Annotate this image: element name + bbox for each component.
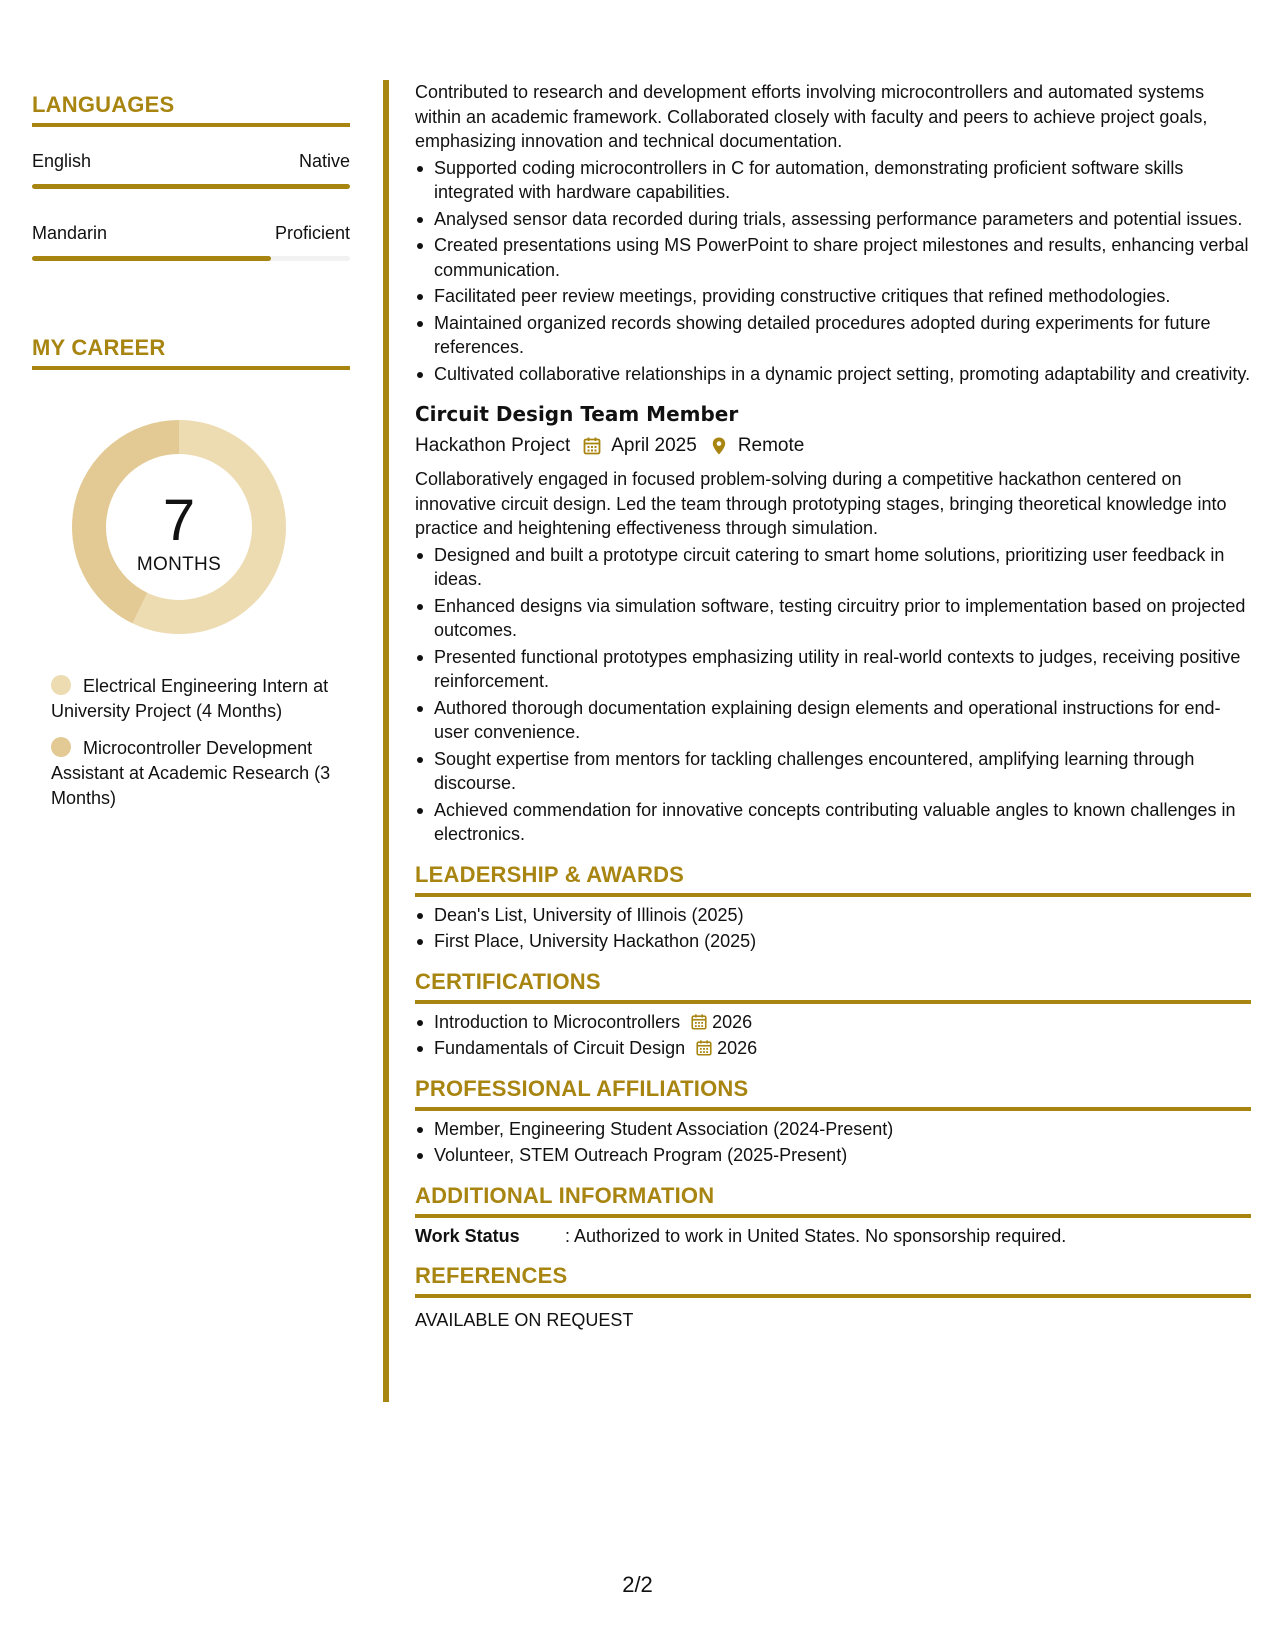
career-total-unit: MONTHS [136,554,222,575]
certification-name: Introduction to Microcontrollers [434,1011,681,1032]
bullet-item: Facilitated peer review meetings, providing constructive critiques that refined methodologies. [415,284,1251,309]
bullet-item: Enhanced designs via simulation software, testing circuitry prior to implementation based on projected outcomes. [415,594,1251,643]
references-heading: REFERENCES [415,1262,568,1288]
language-proficiency-fill [32,256,271,261]
bullet-item: Cultivated collaborative relationships in a dynamic project setting, promoting adaptability and creativity. [415,362,1251,387]
job-date: April 2025 [611,435,697,456]
language-proficiency-bar [32,184,350,189]
language-proficiency-fill [32,184,350,189]
references-text: AVAILABLE ON REQUEST [415,1309,634,1330]
column-divider [383,80,389,1402]
career-legend [51,674,341,811]
award-item: Dean's List, University of Illinois (2025) [415,903,1251,928]
career-donut-chart [66,414,292,640]
calendar-icon [582,436,602,456]
section-rule [415,893,1251,897]
career-legend-label: Microcontroller Development Assistant at Academic Research (3 Months) [51,738,331,808]
language-level: Proficient [274,223,350,243]
section-rule [415,1294,1251,1298]
bullet-item: Achieved commendation for innovative concepts contributing valuable angles to known challenges in electronics. [415,798,1251,847]
affiliation-item: Member, Engineering Student Association (2024-Present) [415,1117,1251,1142]
job-organization: Hackathon Project [415,435,571,456]
location-pin-icon [709,436,729,456]
certification-year: 2026 [712,1011,753,1032]
work-status-row [415,1224,1251,1248]
additional-info-heading: ADDITIONAL INFORMATION [415,1182,715,1208]
sidebar [32,92,350,823]
career-legend-item [51,674,341,724]
job-meta [415,433,1251,459]
calendar-icon [690,1013,708,1031]
section-rule [415,1000,1251,1004]
leadership-list [415,903,1251,954]
language-item-mandarin [32,223,350,261]
certifications-list [415,1010,1251,1061]
bullet-item: Designed and built a prototype circuit catering to smart home solutions, prioritizing user feedback in ideas. [415,543,1251,592]
affiliations-list [415,1117,1251,1168]
languages-heading-rule [32,123,350,127]
bullet-item: Presented functional prototypes emphasizing utility in real-world contexts to judges, receiving positive reinforcement. [415,645,1251,694]
calendar-icon [695,1039,713,1057]
career-heading: MY CAREER [32,335,166,360]
bullet-item: Maintained organized records showing detailed procedures adopted during experiments for future references. [415,311,1251,360]
page-number: 2/2 [622,1572,653,1597]
language-name: Mandarin [32,223,108,243]
job-description: Collaboratively engaged in focused problem-solving during a competitive hackathon centered on innovative circuit design. Led the team through prototyping stages, bringing theoretical knowledge into practice and heightening effectiveness through simulation. [415,469,1227,538]
job-location: Remote [737,435,805,456]
section-rule [415,1107,1251,1111]
career-total-number: 7 [162,488,196,553]
certification-item [415,1010,1251,1035]
bullet-item: Sought expertise from mentors for tackling challenges encountered, amplifying learning through discourse. [415,747,1251,796]
award-item: First Place, University Hackathon (2025) [415,929,1251,954]
language-proficiency-bar [32,256,350,261]
certification-year: 2026 [717,1038,758,1058]
career-legend-label: Electrical Engineering Intern at University Project (4 Months) [51,676,329,721]
bullet-item: Analysed sensor data recorded during trials, assessing performance parameters and potential issues. [415,207,1251,232]
job-bullets [415,156,1251,387]
job-bullets [415,543,1251,847]
career-heading-rule [32,366,350,370]
bullet-item: Authored thorough documentation explaining design elements and operational instructions for end-user convenience. [415,696,1251,745]
bullet-item: Supported coding microcontrollers in C for automation, demonstrating proficient software skills integrated with hardware capabilities. [415,156,1251,205]
language-name: English [32,151,92,171]
section-rule [415,1214,1251,1218]
affiliation-item: Volunteer, STEM Outreach Program (2025-Present) [415,1143,1251,1168]
job-description: Contributed to research and development efforts involving microcontrollers and automated systems within an academic framework. Collaborated closely with faculty and peers to achieve project goals, emphasizing innovation and technical documentation. [415,82,1208,151]
certification-item [415,1036,1251,1061]
main-content [415,80,1251,1332]
certifications-heading: CERTIFICATIONS [415,968,601,994]
certification-name: Fundamentals of Circuit Design [434,1038,686,1058]
legend-dot [51,675,71,695]
language-item-english [32,151,350,189]
career-legend-item [51,736,341,811]
languages-heading: LANGUAGES [32,92,175,117]
work-status-value: : Authorized to work in United States. No sponsorship required. [565,1225,1067,1246]
affiliations-heading: PROFESSIONAL AFFILIATIONS [415,1075,749,1101]
legend-dot [51,737,71,757]
leadership-heading: LEADERSHIP & AWARDS [415,861,685,887]
job-title: Circuit Design Team Member [415,402,739,426]
bullet-item: Created presentations using MS PowerPoint to share project milestones and results, enhancing verbal communication. [415,233,1251,282]
work-status-label: Work Status [415,1225,520,1246]
language-level: Native [298,151,350,171]
